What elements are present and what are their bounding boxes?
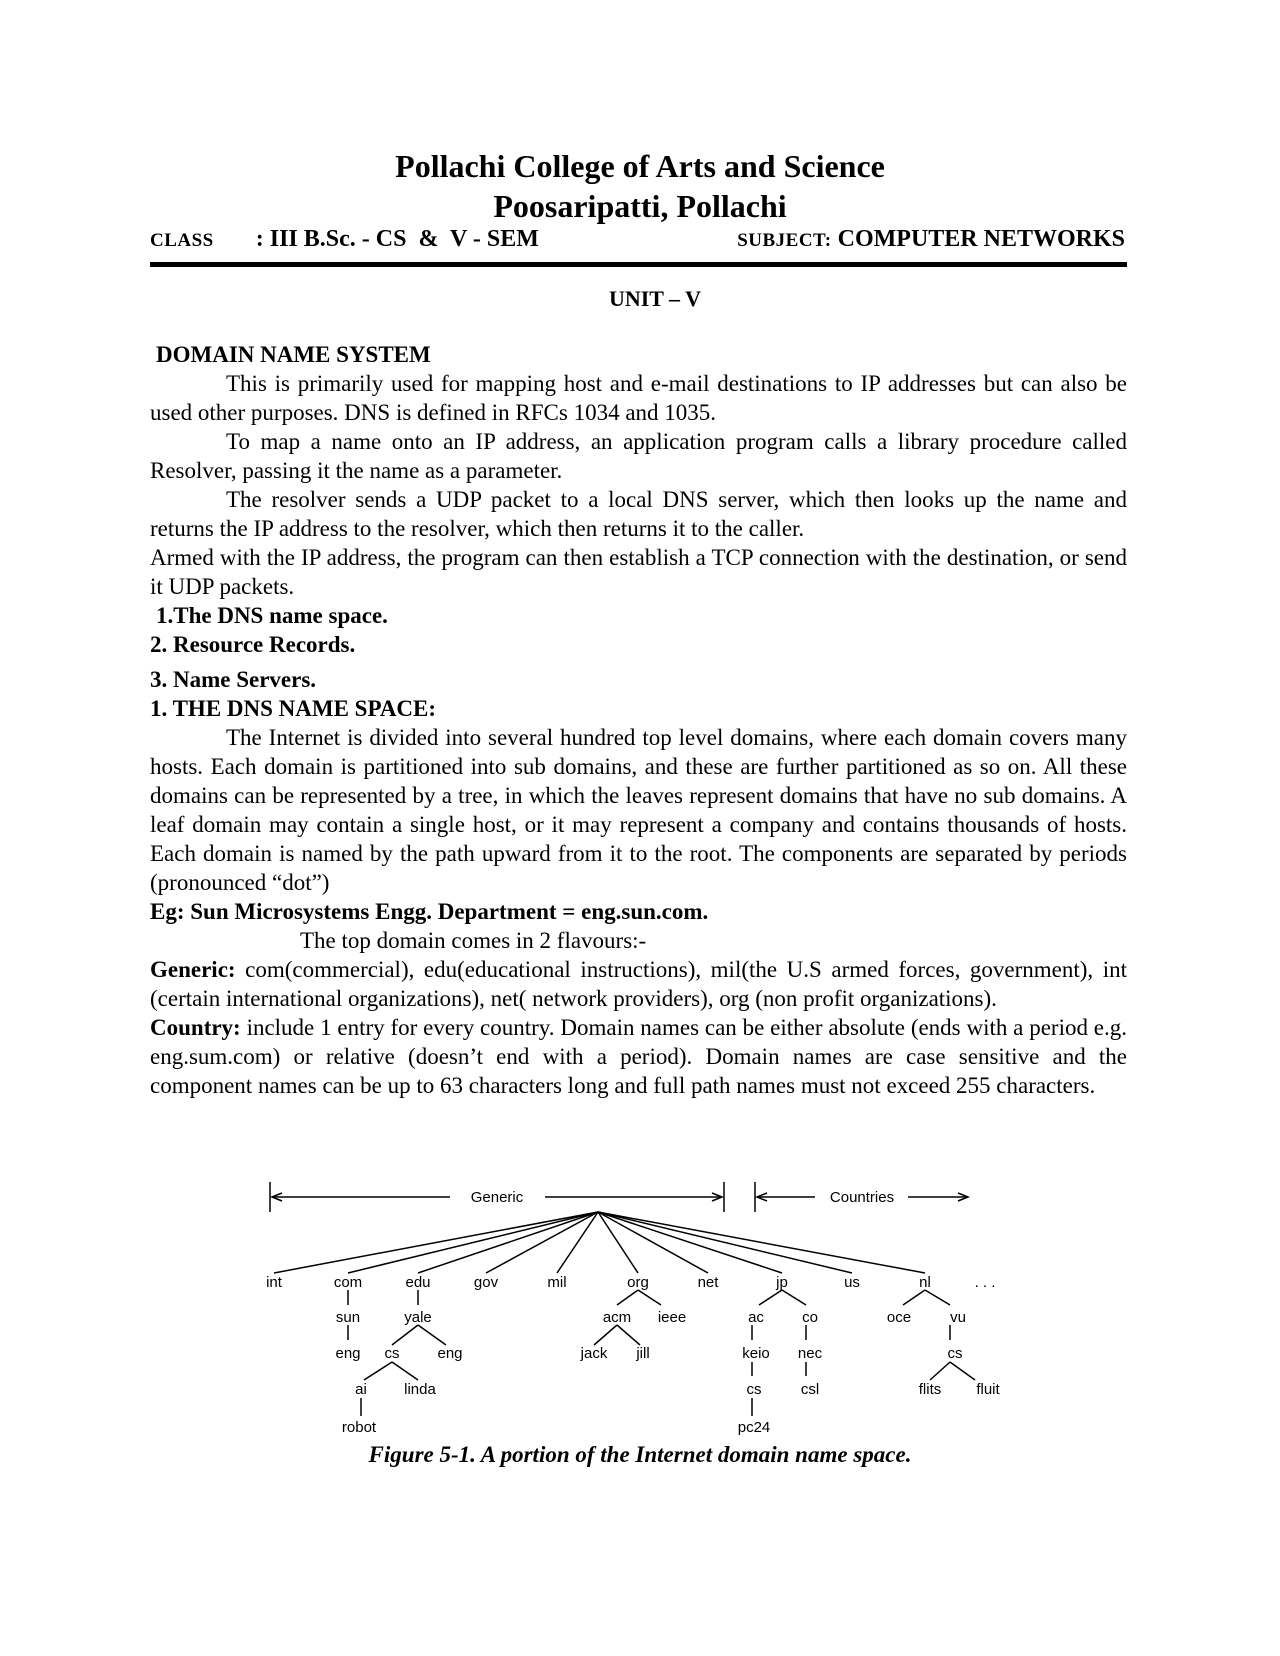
country-text: include 1 entry for every country. Domain names can be either absolute (ends with a period e.g. eng.sum.com) or relative (doesn’t end with a period). Domain names are case sensitive and the component names can be up to 63 characters long and full path names must not exceed 255 characters. [150,1015,1128,1098]
node-linda: linda [404,1381,436,1398]
flavours-line: The top domain comes in 2 flavours:- [300,928,647,953]
document-body [150,340,1127,1100]
tld-us: us [844,1274,860,1291]
subsection-heading: 1. THE DNS NAME SPACE: [150,696,437,721]
college-name: Pollachi College of Arts and Science [395,148,885,184]
tld-gov: gov [473,1274,499,1291]
generic-range-label: Generic [470,1189,524,1206]
node-jack: jack [580,1345,608,1362]
tld-mil: mil [547,1274,567,1291]
node-ac: ac [748,1309,764,1326]
node-oce: oce [886,1309,912,1326]
class-label: CLASS [150,230,214,251]
paragraph: This is primarily used for mapping host and e-mail destinations to IP addresses but can also be used other purposes. DNS is defined in RFCs 1034 and 1035. [150,371,1127,425]
header-divider [150,262,1127,267]
example-line: Eg: Sun Microsystems Engg. Department = eng.sun.com. [150,899,709,924]
node-ieee: ieee [657,1309,687,1326]
tld-net: net [697,1274,719,1291]
node-csl: csl [800,1381,820,1398]
list-item: 2. Resource Records. [150,632,356,657]
node-nec: nec [797,1345,823,1362]
node-cs-keio: cs [746,1381,762,1398]
node-pc24: pc24 [737,1419,771,1436]
list-item: 3. Name Servers. [150,667,317,692]
tld-com: com [333,1274,363,1291]
node-flits: flits [918,1381,942,1398]
tld-edu: edu [405,1274,431,1291]
node-cs-vu: cs [947,1345,963,1362]
tld-org: org [627,1274,649,1291]
unit-heading: UNIT – V [608,286,702,311]
paragraph: Armed with the IP address, the program can then establish a TCP connection with the destination, or send it UDP packets. [150,545,1127,599]
list-item: 1.The DNS name space. [156,603,388,628]
generic-paragraph [150,955,1127,1013]
dns-tree-figure [0,1160,1280,1440]
tld-nl: nl [919,1274,931,1291]
college-location: Poosaripatti, Pollachi [493,188,787,224]
subject-value: COMPUTER NETWORKS [837,226,1125,252]
subject-info [737,226,1125,253]
node-sun: sun [335,1309,361,1326]
node-jill: jill [636,1345,650,1362]
tld-int: int [266,1274,282,1291]
subject-label: SUBJECT: [737,230,832,251]
generic-text: com(commercial), edu(educational instructions), mil(the U.S armed forces, government), int (certain international organizations), net( network providers), org (non profit organizations). [150,957,1127,1011]
node-keio: keio [742,1345,770,1362]
paragraph: The Internet is divided into several hundred top level domains, where each domain covers many hosts. Each domain is partitioned into sub domains, and these are further partitioned as so on. All these domains can be represented by a tree, in which the leaves represent domains that have no sub domains. A leaf domain may contain a single host, or it may represent a company and contains thousands of hosts. Each domain is named by the path upward from it to the root. The components are separated by periods (pronounced “dot”) [150,725,1127,895]
section-title: DOMAIN NAME SYSTEM [156,342,431,367]
node-fluit: fluit [976,1381,1000,1398]
class-value: : III B.Sc. - CS & V - SEM [255,226,539,252]
node-co: co [802,1309,818,1326]
country-label: Country: [150,1015,241,1040]
class-info [150,226,539,253]
figure-caption: Figure 5-1. A portion of the Internet domain name space. [368,1442,912,1467]
node-vu: vu [950,1309,966,1326]
paragraph: To map a name onto an IP address, an application program calls a library procedure called Resolver, passing it the name as a parameter. [150,429,1127,483]
generic-label: Generic: [150,957,236,982]
node-cs-yale: cs [384,1345,400,1362]
node-yale: yale [404,1309,432,1326]
country-paragraph [150,1013,1127,1100]
node-robot: robot [341,1419,377,1436]
tld-jp: jp [776,1274,788,1291]
node-eng-yale: eng [437,1345,463,1362]
node-ai: ai [355,1381,367,1398]
tld-ellipsis: . . . [974,1274,996,1291]
node-acm: acm [602,1309,632,1326]
countries-range-label: Countries [829,1189,895,1206]
node-eng-sun: eng [335,1345,361,1362]
paragraph: The resolver sends a UDP packet to a local DNS server, which then looks up the name and returns the IP address to the resolver, which then returns it to the caller. [150,487,1127,541]
